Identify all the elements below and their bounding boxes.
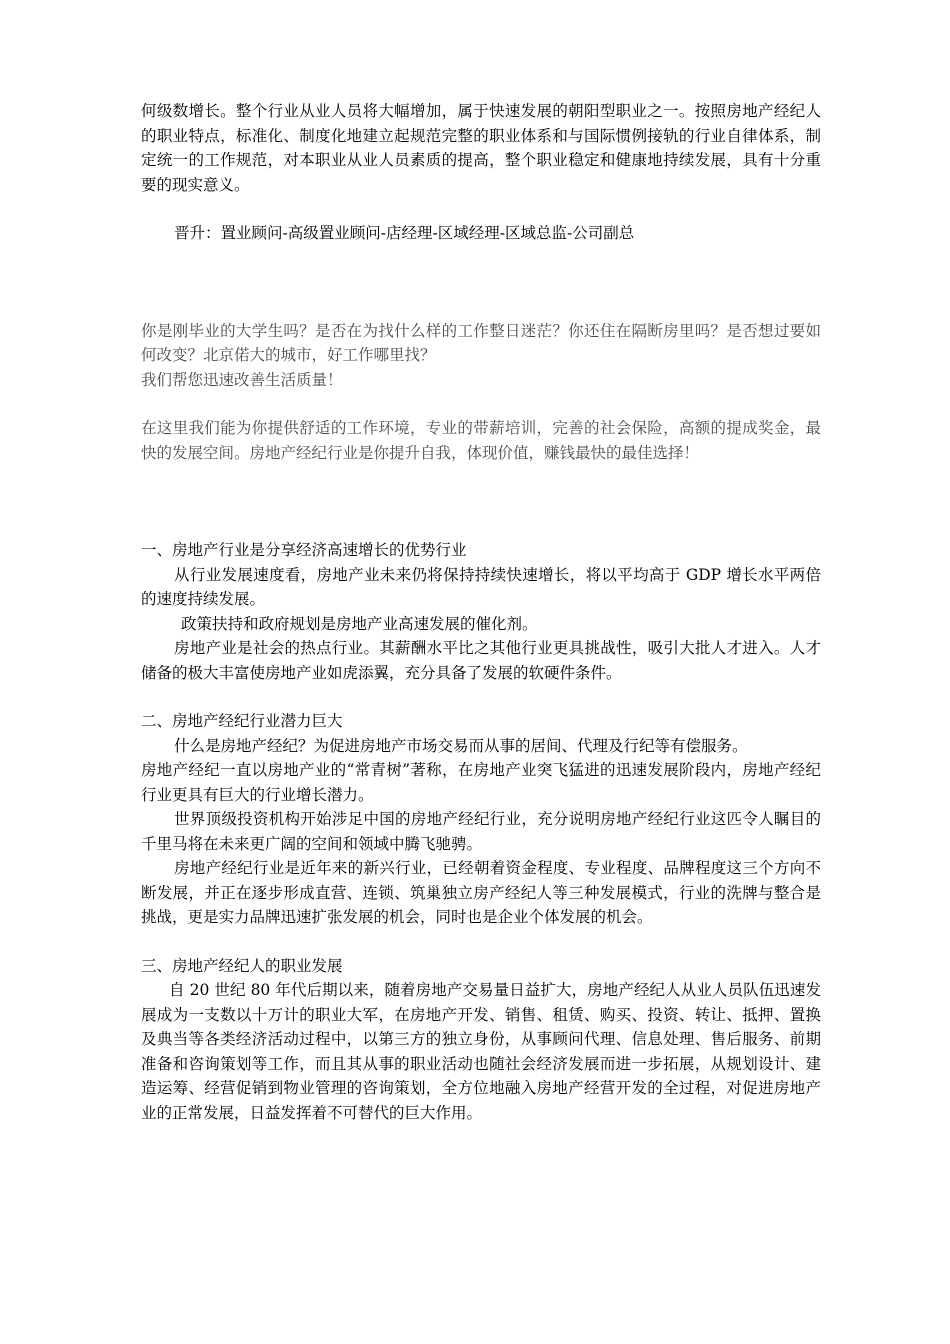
ad-question: 你是刚毕业的大学生吗？是否在为找什么样的工作整日迷茫？你还住在隔断房里吗？是否想过要如何改变？北京偌大的城市，好工作哪里找？ (141, 321, 821, 364)
section2-paragraph-3: 房地产经纪行业是近年来的新兴行业，已经朝着资金程度、专业程度、品牌程度这三个方向不断发展，并正在逐步形成直营、连锁、筑巢独立房产经纪人等三种发展模式，行业的洗牌与整合是挑战，更是实力品牌迅速扩张发展的机会，同时也是企业个体发展的机会。 (141, 859, 821, 926)
section1-paragraph-2: 政策扶持和政府规划是房地产业高速发展的催化剂。 (181, 614, 538, 633)
ad-slogan: 我们帮您迅速改善生活质量！ (141, 370, 343, 389)
promotion-path: 晋升：置业顾问-高级置业顾问-店经理-区域经理-区域总监-公司副总 (174, 224, 635, 242)
section2-paragraph-1: 什么是房地产经纪？为促进房地产市场交易而从事的居间、代理及行纪等有偿服务。 (174, 736, 748, 755)
intro-paragraph: 何级数增长。整个行业从业人员将大幅增加，属于快速发展的朝阳型职业之一。按照房地产经纪人的职业特点，标准化、制度化地建立起规范完整的职业体系和与国际惯例接轨的行业自律体系，制定统一的工作规范，对本职业从业人员素质的提高，整个职业稳定和健康地持续发展，具有十分重要的现实意义。 (141, 102, 821, 194)
section2-paragraph-1b: 房地产经纪一直以房地产业的“常青树”著称，在房地产业突飞猛进的迅速发展阶段内，房地产经纪行业更具有巨大的行业增长潜力。 (141, 761, 821, 804)
section1-paragraph-1: 从行业发展速度看，房地产业未来仍将保持持续快速增长，将以平均高于 GDP 增长水平两倍的速度持续发展。 (141, 565, 821, 608)
section2-paragraph-2: 世界顶级投资机构开始涉足中国的房地产经纪行业，充分说明房地产经纪行业这匹令人瞩目的千里马将在未来更广阔的空间和领域中腾飞驰骋。 (141, 810, 821, 853)
section3-paragraph-1: 自 20 世纪 80 年代后期以来，随着房地产交易量日益扩大，房地产经纪人从业人员队伍迅速发展成为一支数以十万计的职业大军，在房地产开发、销售、租赁、购买、投资、转让、抵押、置换及典当等各类经济活动过程中，以第三方的独立身份，从事顾问代理、信息处理、售后服务、前期准备和咨询策划等工作，而且其从事的职业活动也随社会经济发展而进一步拓展，从规划设计、建造运筹、经营促销到物业管理的咨询策划，全方位地融入房地产经营开发的全过程，对促进房地产业的正常发展，日益发挥着不可替代的巨大作用。 (141, 981, 821, 1122)
section3-heading: 三、房地产经纪人的职业发展 (141, 956, 343, 975)
section1-paragraph-3: 房地产业是社会的热点行业。其薪酬水平比之其他行业更具挑战性，吸引大批人才进入。人才储备的极大丰富使房地产业如虎添翼，充分具备了发展的软硬件条件。 (141, 639, 821, 682)
section2-heading: 二、房地产经纪行业潜力巨大 (141, 712, 343, 730)
ad-offer: 在这里我们能为你提供舒适的工作环境，专业的带薪培训，完善的社会保险，高额的提成奖金，最快的发展空间。房地产经纪行业是你提升自我，体现价值，赚钱最快的最佳选择！ (141, 419, 821, 462)
section1-heading: 一、房地产行业是分享经济高速增长的优势行业 (141, 541, 467, 559)
document-body (141, 99, 821, 1125)
